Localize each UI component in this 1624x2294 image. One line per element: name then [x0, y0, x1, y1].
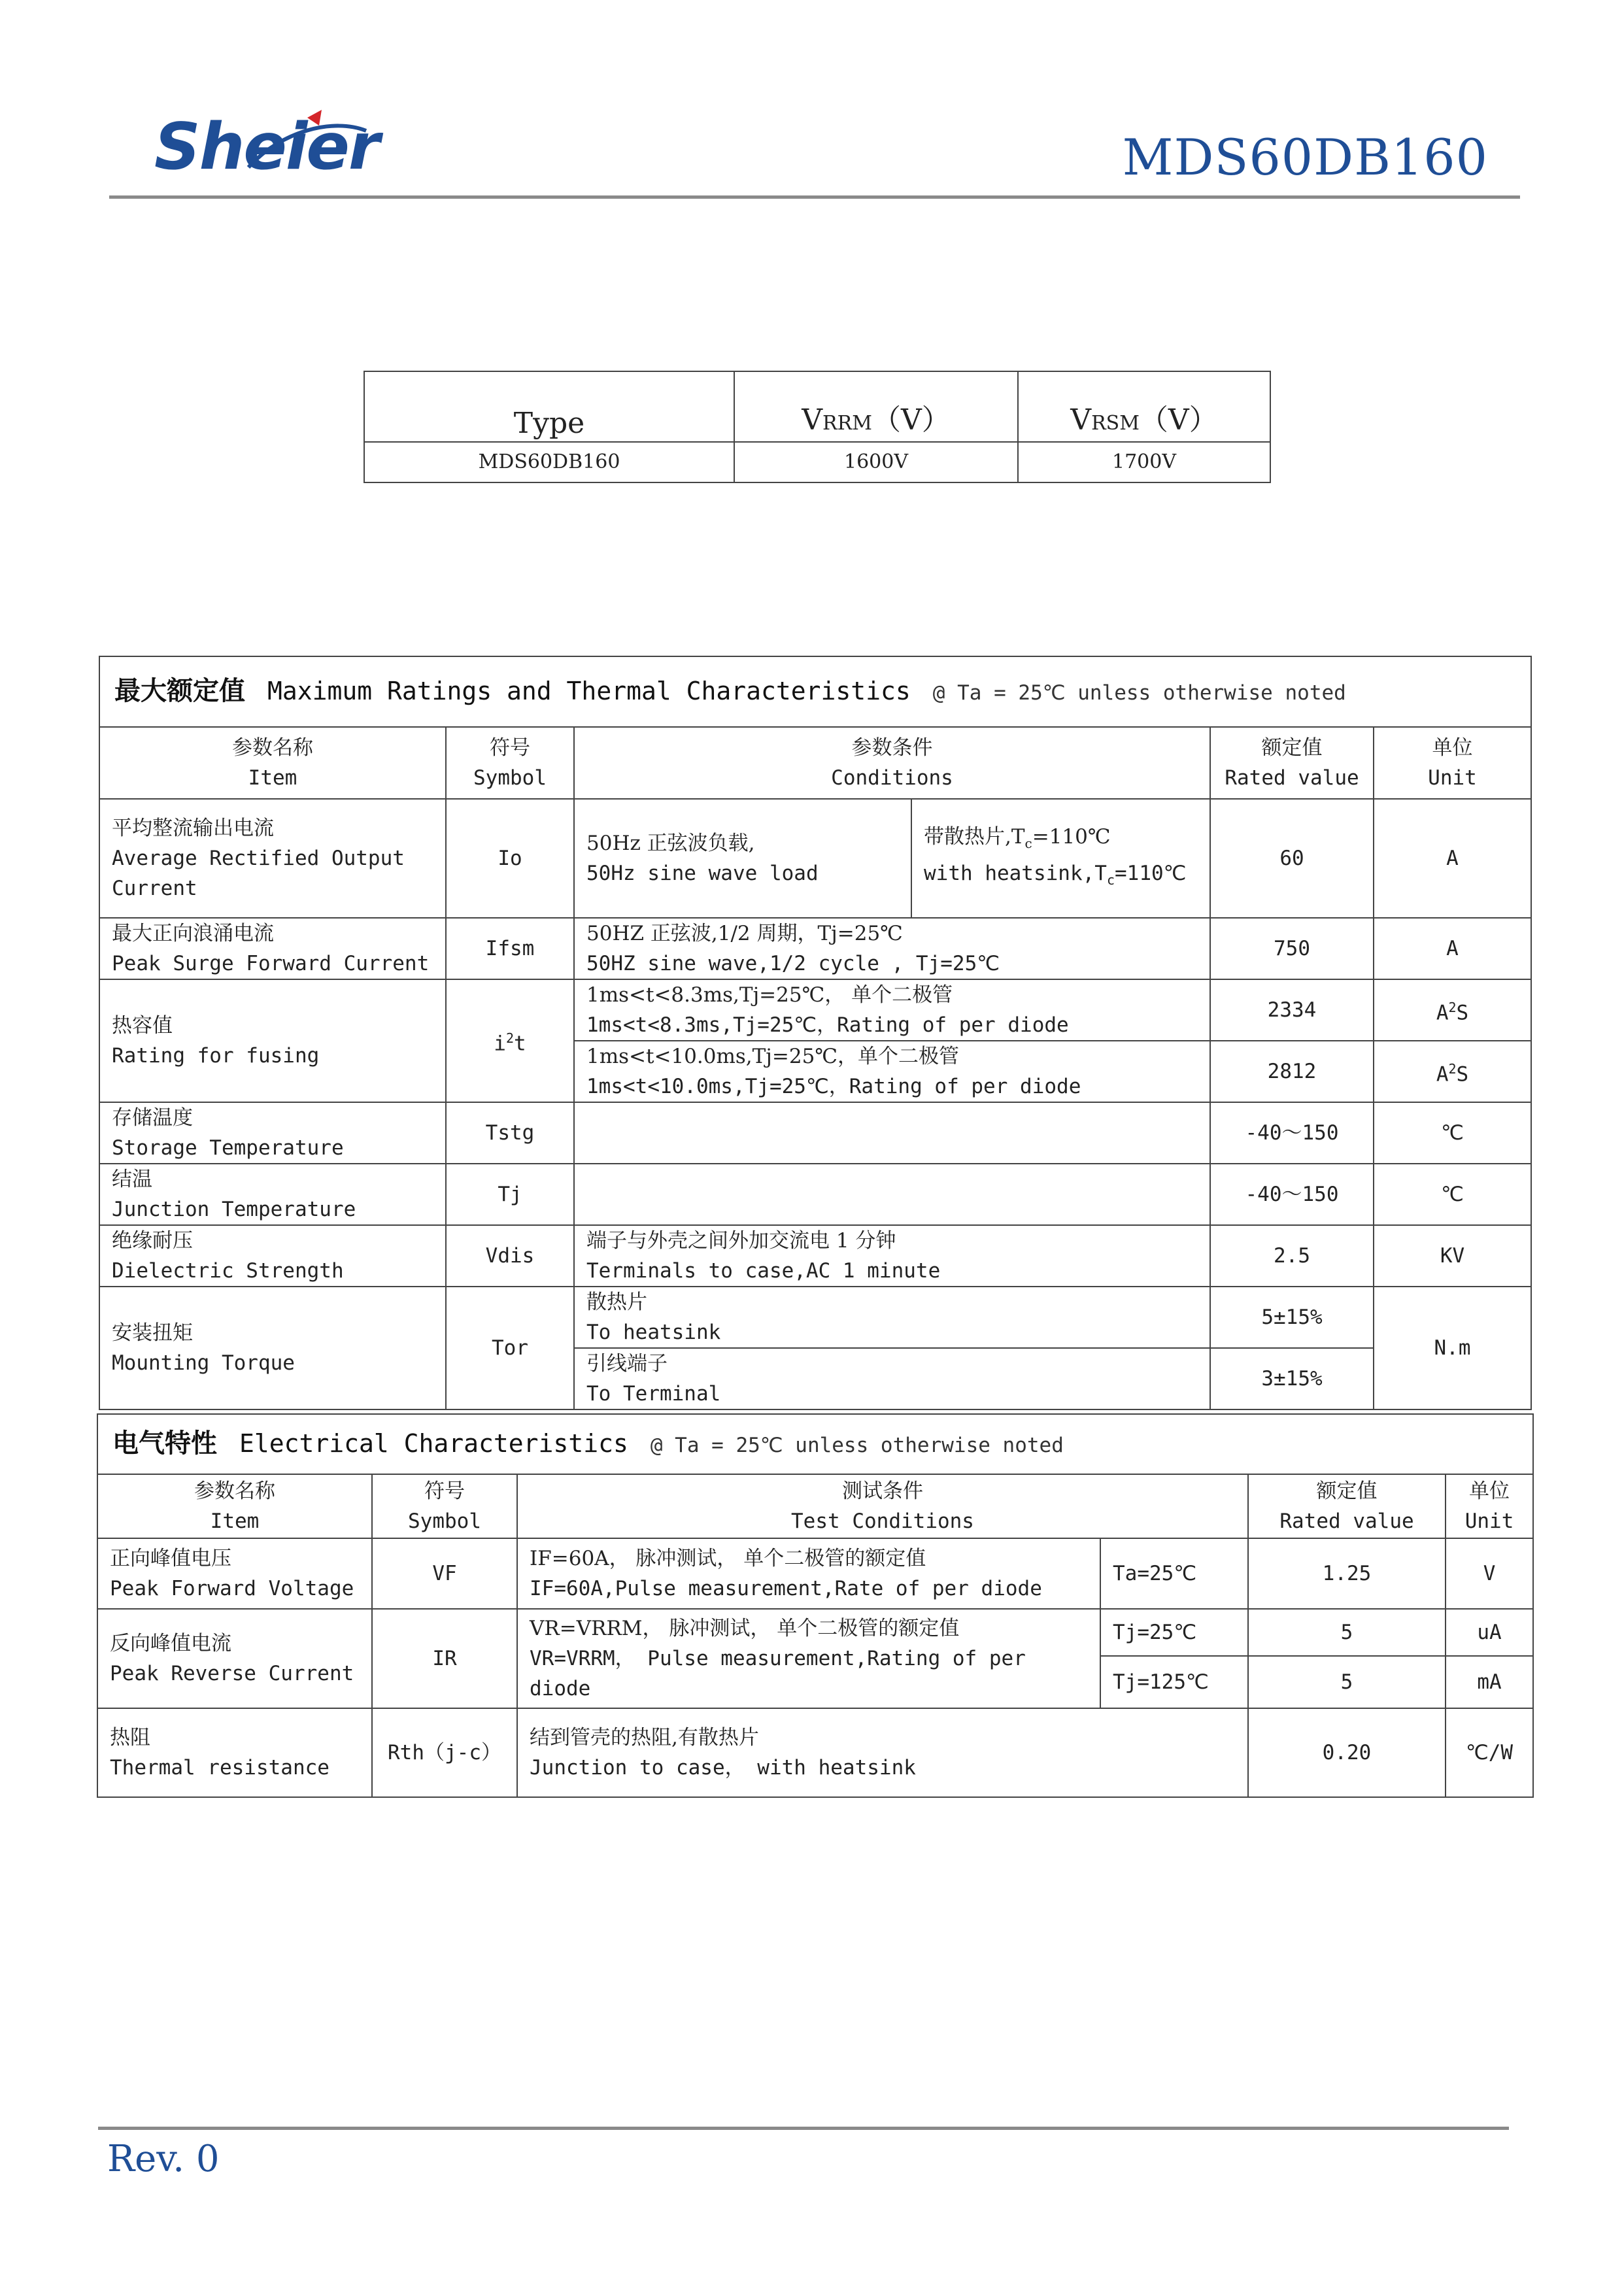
vf-cond: IF=60A， 脉冲测试， 单个二极管的额定值 IF=60A,Pulse measurement,Rate of per diode	[517, 1538, 1100, 1609]
vdis-cond: 端子与外壳之间外加交流电 1 分钟 Terminals to case,AC 1 minute	[574, 1225, 1210, 1287]
table-row	[97, 1609, 1533, 1656]
tstg-cond	[574, 1102, 1210, 1164]
col-conditions: 参数条件 Conditions	[574, 727, 1210, 799]
vf-item: 正向峰值电压 Peak Forward Voltage	[97, 1538, 372, 1609]
tor-cond-1: 散热片 To heatsink	[574, 1287, 1210, 1348]
rth-symbol: Rth（j-c）	[372, 1708, 517, 1797]
col-test-conditions: 测试条件 Test Conditions	[517, 1474, 1248, 1538]
tj-unit: ℃	[1374, 1164, 1531, 1225]
tor-unit: N.m	[1374, 1287, 1531, 1409]
ir-unit-1: uA	[1446, 1609, 1533, 1656]
i2t-cond-1: 1ms<t<8.3ms,Tj=25℃， 单个二极管 1ms<t<8.3ms,Tj=25℃，Rating of per diode	[574, 979, 1210, 1041]
io-symbol: Io	[446, 799, 574, 918]
ir-temp-1: Tj=25℃	[1100, 1609, 1248, 1656]
tor-item: 安装扭矩 Mounting Torque	[99, 1287, 446, 1409]
i2t-value-2: 2812	[1210, 1041, 1374, 1102]
tj-cond	[574, 1164, 1210, 1225]
ir-unit-2: mA	[1446, 1656, 1533, 1708]
max-ratings-table	[99, 656, 1532, 1410]
tj-item: 结温 Junction Temperature	[99, 1164, 446, 1225]
table-row	[99, 979, 1531, 1041]
table-row	[97, 1708, 1533, 1797]
rth-item: 热阻 Thermal resistance	[97, 1708, 372, 1797]
tstg-unit: ℃	[1374, 1102, 1531, 1164]
table-row	[97, 1538, 1533, 1609]
ir-temp-2: Tj=125℃	[1100, 1656, 1248, 1708]
i2t-unit-2: $A^2S$	[1374, 1041, 1531, 1102]
ifsm-symbol: Ifsm	[446, 918, 574, 979]
ir-value-2: 5	[1248, 1656, 1446, 1708]
vf-symbol: VF	[372, 1538, 517, 1609]
col-item: 参数名称 Item	[99, 727, 446, 799]
electrical-table	[97, 1413, 1534, 1798]
col-unit: 单位 Unit	[1374, 727, 1531, 799]
ifsm-value: 750	[1210, 918, 1374, 979]
tstg-symbol: Tstg	[446, 1102, 574, 1164]
vf-temp: Ta=25℃	[1100, 1538, 1248, 1609]
col-rated-value: 额定值 Rated value	[1248, 1474, 1446, 1538]
tor-symbol: Tor	[446, 1287, 574, 1409]
type-table	[364, 371, 1271, 483]
table-row	[99, 799, 1531, 918]
ifsm-unit: A	[1374, 918, 1531, 979]
io-value: 60	[1210, 799, 1374, 918]
type-value: MDS60DB160	[364, 442, 734, 482]
table-row	[99, 1287, 1531, 1348]
header-divider	[109, 195, 1520, 199]
i2t-unit-1: $A^2S$	[1374, 979, 1531, 1041]
ratings-title: 最大额定值 Maximum Ratings and Thermal Characteristics @ Ta = 25℃ unless otherwise noted	[99, 656, 1531, 727]
io-cond-1: 50Hz 正弦波负载, 50Hz sine wave load	[574, 799, 911, 918]
ifsm-item: 最大正向浪涌电流 Peak Surge Forward Current	[99, 918, 446, 979]
table-row	[99, 1225, 1531, 1287]
col-item: 参数名称 Item	[97, 1474, 372, 1538]
i2t-item: 热容值 Rating for fusing	[99, 979, 446, 1102]
type-header: Type	[364, 371, 734, 442]
rth-unit: ℃/W	[1446, 1708, 1533, 1797]
tstg-item: 存储温度 Storage Temperature	[99, 1102, 446, 1164]
io-cond-2: 带散热片$,T_c=110℃$ with $heatsink,T_c=110℃$	[911, 799, 1210, 918]
tor-cond-2: 引线端子 To Terminal	[574, 1348, 1210, 1409]
revision-label: Rev. 0	[107, 2138, 220, 2180]
table-row	[99, 1102, 1531, 1164]
vf-unit: V	[1446, 1538, 1533, 1609]
footer-divider	[98, 2127, 1509, 2130]
vrrm-value: 1600V	[734, 442, 1018, 482]
table-row	[99, 918, 1531, 979]
tj-value: -40～150	[1210, 1164, 1374, 1225]
ir-value-1: 5	[1248, 1609, 1446, 1656]
tj-symbol: Tj	[446, 1164, 574, 1225]
vrrm-header: VRRM（V）	[734, 371, 1018, 442]
i2t-symbol: $i^2t$	[446, 979, 574, 1102]
col-rated-value: 额定值 Rated value	[1210, 727, 1374, 799]
electrical-title: 电气特性 Electrical Characteristics @ Ta = 25℃ unless otherwise noted	[97, 1414, 1533, 1474]
vdis-value: 2.5	[1210, 1225, 1374, 1287]
ir-item: 反向峰值电流 Peak Reverse Current	[97, 1609, 372, 1708]
vdis-item: 绝缘耐压 Dielectric Strength	[99, 1225, 446, 1287]
ir-cond: VR=VRRM， 脉冲测试， 单个二极管的额定值 VR=VRRM， Pulse measurement,Rating of per diode	[517, 1609, 1100, 1708]
i2t-value-1: 2334	[1210, 979, 1374, 1041]
vrsm-value: 1700V	[1018, 442, 1270, 482]
rth-cond: 结到管壳的热阻,有散热片 Junction to case， with heatsink	[517, 1708, 1248, 1797]
vrsm-header: VRSM（V）	[1018, 371, 1270, 442]
col-symbol: 符号 Symbol	[446, 727, 574, 799]
col-symbol: 符号 Symbol	[372, 1474, 517, 1538]
model-number: MDS60DB160	[1122, 128, 1488, 186]
i2t-cond-2: 1ms<t<10.0ms,Tj=25℃，单个二极管 1ms<t<10.0ms,Tj=25℃，Rating of per diode	[574, 1041, 1210, 1102]
vdis-unit: KV	[1374, 1225, 1531, 1287]
table-row	[99, 1164, 1531, 1225]
vdis-symbol: Vdis	[446, 1225, 574, 1287]
io-item: 平均整流输出电流 Average Rectified Output Current	[99, 799, 446, 918]
tstg-value: -40～150	[1210, 1102, 1374, 1164]
vf-value: 1.25	[1248, 1538, 1446, 1609]
tor-value-1: 5±15%	[1210, 1287, 1374, 1348]
col-unit: 单位 Unit	[1446, 1474, 1533, 1538]
brand-logo: Sheier	[154, 110, 379, 184]
io-unit: A	[1374, 799, 1531, 918]
ifsm-cond: 50HZ 正弦波,1/2 周期，Tj=25℃ 50HZ sine wave,1/2 cycle , Tj=25℃	[574, 918, 1210, 979]
rth-value: 0.20	[1248, 1708, 1446, 1797]
ir-symbol: IR	[372, 1609, 517, 1708]
tor-value-2: 3±15%	[1210, 1348, 1374, 1409]
